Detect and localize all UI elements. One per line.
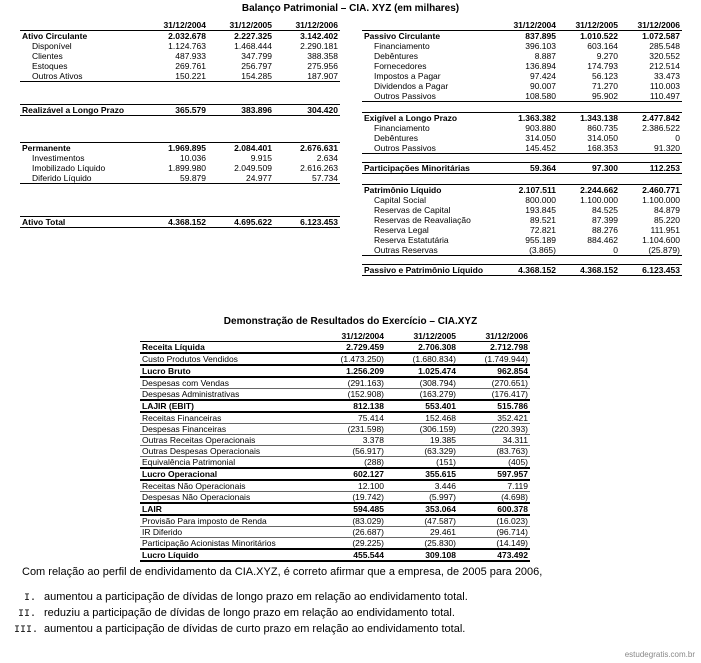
question-items [14,591,468,639]
row-value: 87.399 [592,215,618,225]
row-value: 1.100.000 [580,195,618,205]
balanco-title: Balanço Patrimonial – CIA. XYZ (em milhares) [241,3,460,14]
row-label: Financiamento [374,123,430,133]
table-row [140,353,530,365]
year-header: 31/12/2006 [458,331,530,342]
year-header: 31/12/2005 [558,20,620,31]
row-value: 110.003 [649,81,680,91]
row-label: Receitas Financeiras [140,412,314,424]
row-value: 85.220 [654,215,680,225]
table-row [362,123,682,133]
row-value: 800.000 [525,195,556,205]
row-value: 89.521 [530,215,556,225]
row-value: 455.544 [314,549,386,561]
row-label: Despesas Administrativas [140,389,314,401]
table-row [20,71,340,82]
table-row [140,457,530,469]
row-value: 2.460.771 [620,185,682,196]
row-value: 0 [675,133,680,143]
item-text: aumentou a participação de dívidas de longo prazo em relação ao endividamento total. [44,591,468,603]
row-value: 1.363.382 [496,113,558,124]
year-header: 31/12/2004 [314,331,386,342]
row-value: 12.100 [314,480,386,492]
row-value: 1.969.895 [142,143,208,154]
row-value: 962.854 [458,365,530,377]
row-value: 487.933 [175,51,206,61]
spacer-row [20,116,340,143]
header-blank [140,331,314,342]
row-label: Financiamento [374,41,430,51]
row-label: IR Diferido [140,527,314,538]
table-row [140,365,530,377]
list-item [14,623,468,639]
year-header: 31/12/2005 [386,331,458,342]
row-value: 309.108 [386,549,458,561]
row-value: 97.300 [558,163,620,174]
row-value: 812.138 [314,400,386,412]
row-value: (16.023) [458,515,530,527]
row-value: 1.256.209 [314,365,386,377]
row-label: Outras Receitas Operacionais [140,435,314,446]
row-value: 111.951 [650,225,680,235]
row-value: 91.320 [620,143,682,154]
row-value: 88.276 [592,225,618,235]
table-row [362,91,682,102]
row-value: 24.977 [208,173,274,184]
row-value: (29.225) [314,538,386,550]
row-value: 355.615 [386,468,458,480]
year-header: 31/12/2004 [496,20,558,31]
row-value: (25.830) [386,538,458,550]
row-value: 365.579 [142,105,208,116]
row-value: 1.468.444 [234,41,272,51]
row-value: (4.698) [458,492,530,504]
row-value: 57.734 [274,173,340,184]
row-value: 352.421 [458,412,530,424]
row-value: (176.417) [458,389,530,401]
row-label: LAJIR (EBIT) [140,400,314,412]
row-label: Despesas com Vendas [140,377,314,389]
table-row [362,225,682,235]
row-value: (5.997) [386,492,458,504]
row-value: (96.714) [458,527,530,538]
row-value: 193.845 [525,205,556,215]
row-value: 3.378 [314,435,386,446]
row-value: 602.127 [314,468,386,480]
row-value: 108.580 [496,91,558,102]
row-value: 4.695.622 [208,217,274,228]
row-value: (291.163) [314,377,386,389]
row-value: 145.452 [496,143,558,154]
row-value: 1.025.474 [386,365,458,377]
row-value: (306.159) [386,424,458,435]
table-row [362,31,682,42]
row-label: Outros Passivos [362,91,496,102]
row-value: 6.123.453 [620,265,682,276]
row-value: (270.651) [458,377,530,389]
row-value: 269.761 [175,61,206,71]
spacer-row [362,174,682,185]
row-value: (1.680.834) [386,353,458,365]
item-number: I. [23,593,36,604]
table-row [140,424,530,435]
row-value: 9.915 [250,153,272,163]
table-row [362,81,682,91]
row-value: 2.634 [316,153,338,163]
row-value: 56.123 [592,71,618,81]
year-header: 31/12/2006 [274,20,340,31]
row-label: Estoques [32,61,68,71]
table-row [140,400,530,412]
row-value: 600.378 [458,503,530,515]
table-row [362,215,682,225]
row-label: Ativo Total [20,217,142,228]
row-value: 4.368.152 [142,217,208,228]
row-label: Disponível [32,41,72,51]
row-value: 603.164 [587,41,618,51]
table-row [362,133,682,143]
row-value: 110.497 [620,91,682,102]
row-value: 353.064 [386,503,458,515]
row-label: Outras Despesas Operacionais [140,446,314,457]
item-text: aumentou a participação de dívidas de curto prazo em relação ao endividamento total. [44,623,466,635]
row-label: Passivo Circulante [364,31,441,41]
row-value: 1.010.522 [580,31,618,41]
row-label: Clientes [32,51,63,61]
passivo-table [362,20,682,276]
row-label: Capital Social [374,195,426,205]
row-value: 212.514 [649,61,680,71]
header-blank [20,20,142,31]
row-label: Lucro Bruto [140,365,314,377]
table-row [362,235,682,245]
table-row [140,342,530,354]
row-label: Receitas Não Operacionais [140,480,314,492]
row-value: (14.149) [458,538,530,550]
table-row [140,468,530,480]
table-row [140,549,530,561]
row-value: (26.687) [314,527,386,538]
row-label: Fornecedores [374,61,427,71]
row-value: 112.253 [620,163,682,174]
year-header: 31/12/2004 [142,20,208,31]
spacer-row [20,82,340,105]
row-value: 388.358 [307,51,338,61]
row-label: Despesas Não Operacionais [140,492,314,504]
row-value: 2.049.509 [234,163,272,173]
row-value: (220.393) [458,424,530,435]
row-value: 594.485 [314,503,386,515]
row-value: 4.368.152 [496,265,558,276]
dre-table [140,331,530,562]
row-label: Diferido Líquido [20,173,142,184]
row-value: 347.799 [241,51,272,61]
row-value: 2.712.798 [458,342,530,354]
row-value: 2.676.631 [274,143,340,154]
table-row [20,163,340,173]
row-value: 2.084.401 [208,143,274,154]
row-value: (163.279) [386,389,458,401]
table-row [362,51,682,61]
row-value: 90.007 [530,81,556,91]
row-label: Outros Ativos [20,71,142,82]
row-label: Permanente [20,143,142,154]
table-row [20,143,340,154]
header-row [20,20,340,31]
row-label: Participações Minoritárias [362,163,496,174]
dre-title: Demonstração de Resultados do Exercício – CIA.XYZ [223,316,478,327]
row-value: 59.879 [142,173,208,184]
row-value: 314.050 [525,133,556,143]
row-value: 2.616.263 [300,163,338,173]
row-value: 2.477.842 [620,113,682,124]
row-label: Provisão Para imposto de Renda [140,515,314,527]
row-value: 597.957 [458,468,530,480]
table-row [140,412,530,424]
row-label: LAIR [140,503,314,515]
table-row [140,527,530,538]
row-value: 3.142.402 [300,31,338,41]
row-value: 2.706.308 [386,342,458,354]
table-row [140,492,530,504]
row-value: 59.364 [496,163,558,174]
row-value: 7.119 [458,480,530,492]
row-value: 2.227.325 [234,31,272,41]
row-label: Outros Passivos [362,143,496,154]
row-value: 136.894 [525,61,556,71]
row-value: 256.797 [241,61,272,71]
row-value: 860.735 [587,123,618,133]
row-value: 3.446 [386,480,458,492]
ativo-table [20,20,340,228]
table-row [140,538,530,550]
list-item [14,591,468,607]
row-label: Realizável a Longo Prazo [20,105,142,116]
row-value: (56.917) [314,446,386,457]
table-row [362,113,682,124]
table-row [140,446,530,457]
table-row [362,71,682,81]
row-value: 2.032.678 [168,31,206,41]
row-value: 2.244.662 [558,185,620,196]
row-label: Debêntures [374,51,418,61]
row-value: 1.899.980 [168,163,206,173]
row-label: Impostos a Pagar [374,71,441,81]
spacer-row [20,184,340,217]
row-value: 33.473 [654,71,680,81]
row-value: (1.749.944) [458,353,530,365]
row-value: 304.420 [274,105,340,116]
row-value: 9.270 [596,51,618,61]
row-label: Reservas de Capital [374,205,451,215]
row-value: 4.368.152 [558,265,620,276]
table-row [362,163,682,174]
table-row [362,61,682,71]
row-value: (83.763) [458,446,530,457]
row-value: 174.793 [587,61,618,71]
row-value: 1.072.587 [642,31,680,41]
row-label: Patrimônio Líquido [362,185,496,196]
table-row [140,377,530,389]
row-label: Imobilizado Líquido [32,163,106,173]
site-watermark: estudegratis.com.br [624,650,695,659]
header-blank [362,20,496,31]
row-value: (405) [458,457,530,469]
row-value: 187.907 [274,71,340,82]
row-label: Reservas de Reavaliação [374,215,471,225]
table-row [140,389,530,401]
row-value: 1.343.138 [558,113,620,124]
row-value: 2.107.511 [496,185,558,196]
row-value: 71.270 [592,81,618,91]
row-value: 0 [558,245,620,256]
row-value: 34.311 [458,435,530,446]
row-value: (3.865) [496,245,558,256]
row-value: 10.036 [180,153,206,163]
table-row [20,31,340,42]
spacer-row [362,154,682,163]
row-value: (19.742) [314,492,386,504]
table-row [140,480,530,492]
row-value: 154.285 [208,71,274,82]
row-value: 95.902 [558,91,620,102]
row-value: (151) [386,457,458,469]
row-label: Reserva Legal [374,225,429,235]
question-stem: Com relação ao perfil de endividamento da CIA.XYZ, é correto afirmar que a empresa, de 2005 para 2006, [22,566,543,578]
row-value: (25.879) [620,245,682,256]
row-value: 553.401 [386,400,458,412]
row-value: (83.029) [314,515,386,527]
row-label: Passivo e Patrimônio Líquido [362,265,496,276]
row-value: 2.290.181 [300,41,338,51]
row-value: 150.221 [142,71,208,82]
row-label: Reserva Estatutária [374,235,449,245]
table-row [140,435,530,446]
row-value: 75.414 [314,412,386,424]
row-value: (231.598) [314,424,386,435]
table-row [20,153,340,163]
row-value: (63.329) [386,446,458,457]
table-row [20,51,340,61]
row-value: 275.956 [307,61,338,71]
row-label: Lucro Operacional [140,468,314,480]
row-value: (152.908) [314,389,386,401]
table-row [362,185,682,196]
year-header: 31/12/2005 [208,20,274,31]
row-value: 29.461 [386,527,458,538]
list-item [14,607,468,623]
table-row [140,503,530,515]
row-label: Ativo Circulante [22,31,88,41]
row-value: 8.887 [534,51,556,61]
row-value: 97.424 [530,71,556,81]
table-row [20,173,340,184]
row-label: Equivalência Patrimonial [140,457,314,469]
row-value: 903.880 [525,123,556,133]
row-value: 1.124.763 [168,41,206,51]
row-label: Despesas Financeiras [140,424,314,435]
row-value: 837.895 [525,31,556,41]
row-value: 285.548 [649,41,680,51]
item-text: reduziu a participação de dívidas de longo prazo em relação ao endividamento total. [44,607,455,619]
table-row [20,41,340,51]
table-row [362,195,682,205]
row-value: 396.103 [525,41,556,51]
row-label: Exigível a Longo Prazo [362,113,496,124]
table-row [362,143,682,154]
row-label: Receita Líquida [140,342,314,354]
table-row [362,205,682,215]
table-row [140,515,530,527]
table-row [362,265,682,276]
spacer-row [362,256,682,265]
row-value: (308.794) [386,377,458,389]
row-value: 515.786 [458,400,530,412]
row-label: Participação Acionistas Minoritários [140,538,314,550]
row-value: 2.386.522 [642,123,680,133]
row-value: 884.462 [587,235,618,245]
row-value: 152.468 [386,412,458,424]
row-value: 168.353 [558,143,620,154]
table-row [20,105,340,116]
row-value: 320.552 [649,51,680,61]
row-value: 1.100.000 [642,195,680,205]
row-value: (47.587) [386,515,458,527]
table-row [20,61,340,71]
table-row [362,245,682,256]
row-value: 19.385 [386,435,458,446]
year-header: 31/12/2006 [620,20,682,31]
row-value: 84.879 [654,205,680,215]
header-row [140,331,530,342]
row-value: 84.525 [592,205,618,215]
row-value: 955.189 [525,235,556,245]
row-value: 473.492 [458,549,530,561]
row-label: Dividendos a Pagar [374,81,449,91]
row-label: Investimentos [32,153,85,163]
row-label: Debêntures [374,133,418,143]
item-number: III. [14,625,39,636]
row-label: Custo Produtos Vendidos [140,353,314,365]
row-value: 72.821 [530,225,556,235]
row-label: Outras Reservas [362,245,496,256]
row-value: 6.123.453 [274,217,340,228]
row-value: (288) [314,457,386,469]
table-row [20,217,340,228]
row-value: 383.896 [208,105,274,116]
row-value: 2.729.459 [314,342,386,354]
table-row [362,41,682,51]
row-value: 314.050 [587,133,618,143]
row-value: 1.104.600 [642,235,680,245]
row-label: Lucro Líquido [140,549,314,561]
row-value: (1.473.250) [314,353,386,365]
item-number: II. [17,609,36,620]
header-row [362,20,682,31]
spacer-row [362,102,682,113]
